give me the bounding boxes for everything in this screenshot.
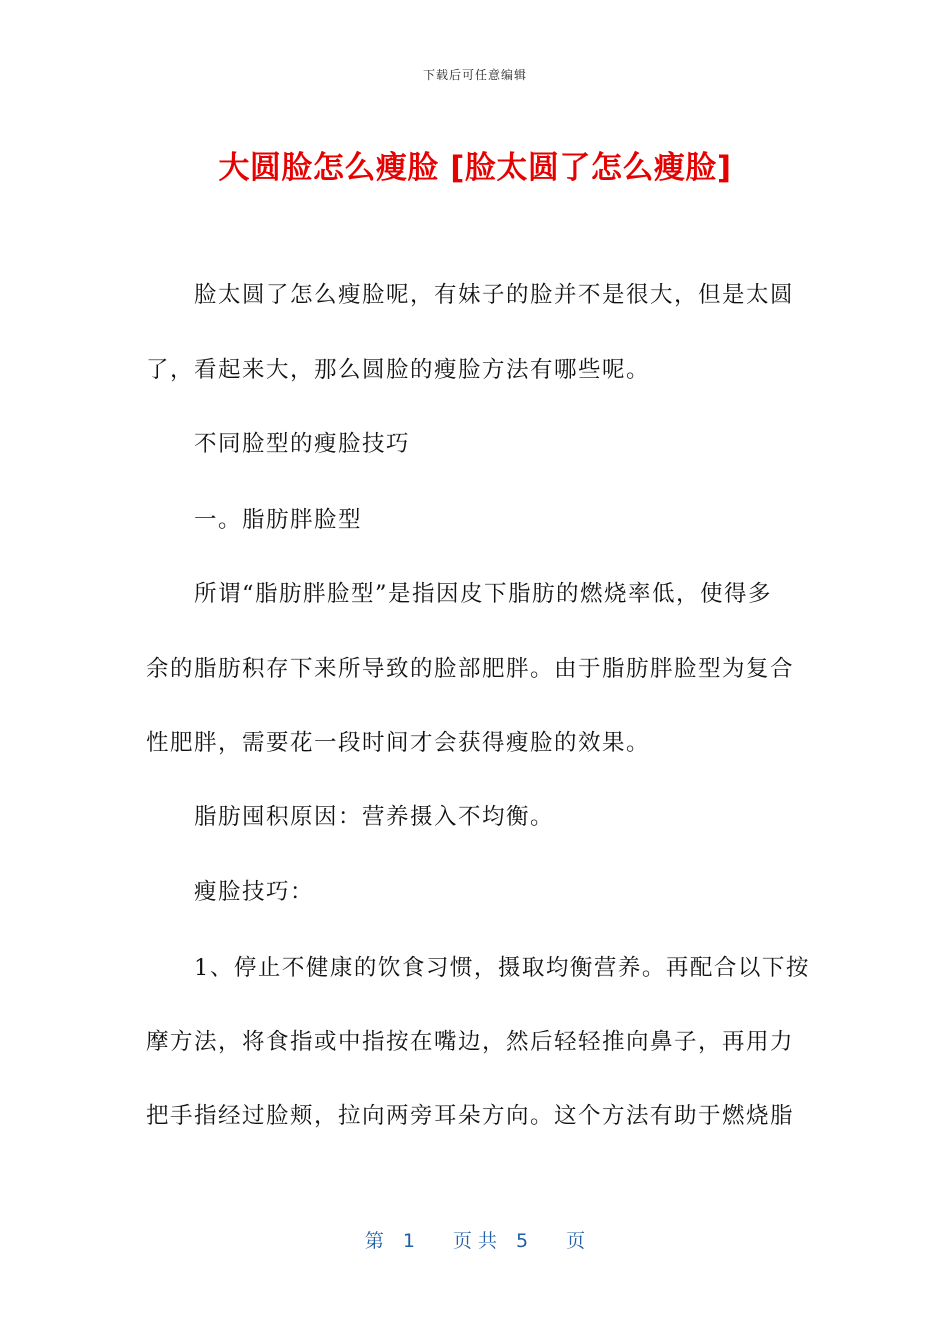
page-number-footer: 第 1 页 共 5 页 [364, 1230, 586, 1252]
document-title: 大圆脸怎么瘦脸 [脸太圆了怎么瘦脸] [218, 150, 732, 186]
paragraph-line: 摩方法，将食指或中指按在嘴边，然后轻轻推向鼻子，再用力 [146, 1029, 795, 1055]
paragraph-line: 性肥胖，需要花一段时间才会获得瘦脸的效果。 [146, 730, 651, 756]
paragraph-line: 余的脂肪积存下来所导致的脸部肥胖。由于脂肪胖脸型为复合 [146, 656, 795, 682]
section-heading: 一。脂肪胖脸型 [146, 507, 363, 533]
paragraph-line: 把手指经过脸颊，拉向两旁耳朵方向。这个方法有助于燃烧脂 [146, 1103, 795, 1129]
section-heading: 不同脸型的瘦脸技巧 [146, 431, 411, 457]
paragraph-line: 1、停止不健康的饮食习惯，摄取均衡营养。再配合以下按 [146, 955, 810, 981]
paragraph-line: 脸太圆了怎么瘦脸呢，有妹子的脸并不是很大，但是太圆 [146, 282, 795, 308]
paragraph-line: 瘦脸技巧： [146, 879, 315, 905]
header-note: 下载后可任意编辑 [422, 68, 527, 82]
paragraph-line: 了，看起来大，那么圆脸的瘦脸方法有哪些呢。 [146, 357, 651, 383]
paragraph-line: 所谓“脂肪胖脸型”是指因皮下脂肪的燃烧率低，使得多 [146, 581, 773, 607]
paragraph-line: 脂肪囤积原因：营养摄入不均衡。 [146, 804, 555, 830]
